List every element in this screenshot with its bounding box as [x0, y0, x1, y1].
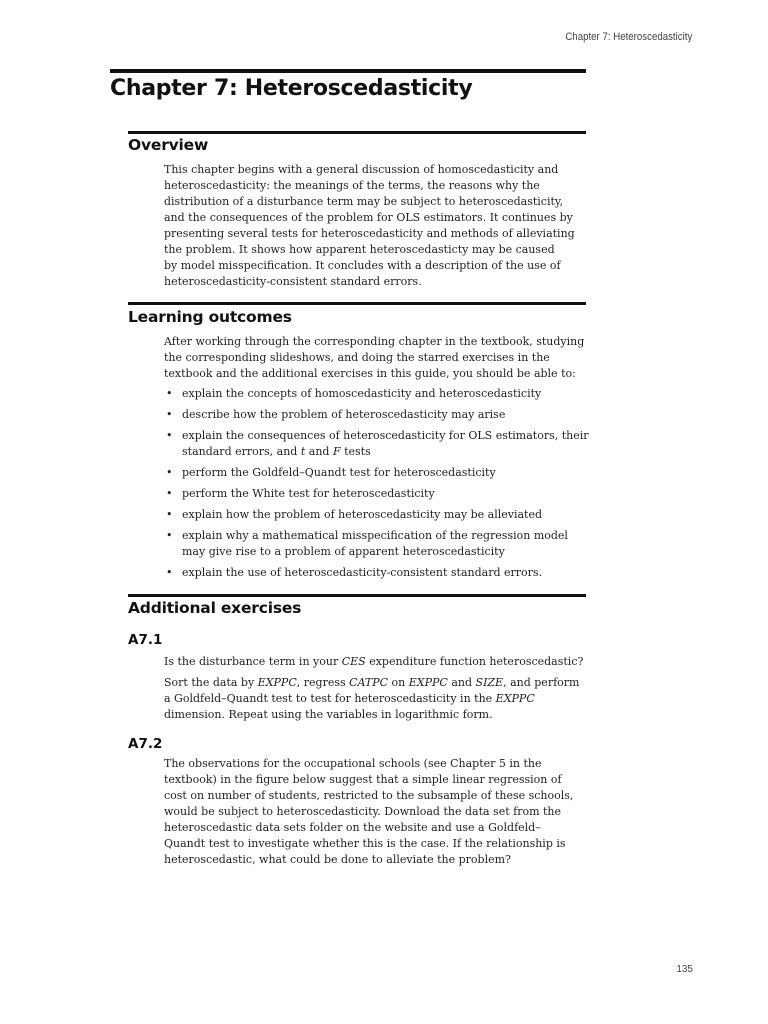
italic-term: EXPPC: [408, 676, 448, 689]
bullet-glyph: •: [166, 529, 173, 542]
text-line: This chapter begins with a general discussion of homoscedasticity and: [164, 163, 559, 176]
text-run: , and perform: [503, 676, 580, 689]
list-item-text: explain the concepts of homoscedasticity and heteroscedasticity: [182, 387, 542, 400]
text-line: After working through the corresponding chapter in the textbook, studying: [164, 335, 585, 348]
text-line: [164, 654, 589, 670]
additional-exercises-heading: Additional exercises: [128, 599, 302, 617]
exercise-a71-question: [164, 654, 589, 670]
text-line: the problem. It shows how apparent heteroscedasticty may be caused: [164, 243, 555, 256]
bullet-glyph: •: [166, 408, 173, 421]
bullet-glyph: •: [166, 466, 173, 479]
text-line: presenting several tests for heteroscedasticity and methods of alleviating: [164, 227, 575, 240]
text-run: tests: [340, 445, 371, 458]
text-run: on: [388, 676, 409, 689]
text-line: heteroscedasticity-consistent standard errors.: [164, 275, 422, 288]
page-number: 135: [676, 964, 693, 975]
italic-f: F: [332, 445, 341, 458]
list-item: [164, 428, 589, 460]
exercise-a72-label: A7.2: [128, 736, 163, 752]
italic-term: EXPPC: [495, 692, 535, 705]
text-run: expenditure function heteroscedastic?: [365, 655, 584, 668]
exercise-a71-instructions: [164, 675, 589, 723]
italic-term: CES: [341, 655, 366, 668]
list-item: [164, 528, 589, 560]
list-item-text: perform the White test for heteroscedasticity: [182, 487, 435, 500]
text-line: Quandt test to investigate whether this is the case. If the relationship is: [164, 837, 566, 850]
text-line: heteroscedastic, what could be done to alleviate the problem?: [164, 853, 511, 866]
list-item-text: may give rise to a problem of apparent heteroscedasticity: [182, 545, 505, 558]
running-head: Chapter 7: Heteroscedasticity: [565, 31, 692, 43]
additional-exercises-rule: [128, 594, 586, 597]
text-line: and the consequences of the problem for OLS estimators. It continues by: [164, 211, 573, 224]
bullet-glyph: •: [166, 429, 173, 442]
list-item: [164, 386, 589, 402]
title-rule: [110, 69, 586, 73]
text-line: heteroscedastic data sets folder on the website and use a Goldfeld–: [164, 821, 541, 834]
text-line: cost on number of students, restricted to the subsample of these schools,: [164, 789, 574, 802]
italic-term: SIZE: [475, 676, 504, 689]
exercise-a71-label: A7.1: [128, 632, 163, 648]
text-line: would be subject to heteroscedasticity. Download the data set from the: [164, 805, 562, 818]
bullet-glyph: •: [166, 566, 173, 579]
bullet-glyph: •: [166, 487, 173, 500]
list-item-text: explain the consequences of heteroscedasticity for OLS estimators, their: [182, 429, 589, 442]
list-item-text: [182, 444, 589, 460]
italic-term: CATPC: [349, 676, 389, 689]
text-run: , regress: [296, 676, 350, 689]
overview-heading: Overview: [128, 136, 209, 154]
list-item-text: explain why a mathematical misspecification of the regression model: [182, 529, 568, 542]
learning-outcomes-heading: Learning outcomes: [128, 308, 292, 326]
text-line: heteroscedasticity: the meanings of the terms, the reasons why the: [164, 179, 540, 192]
text-run: and: [305, 445, 333, 458]
list-item: [164, 407, 589, 423]
text-run: standard errors, and: [182, 445, 301, 458]
overview-rule: [128, 131, 586, 134]
overview-paragraph: [164, 162, 589, 290]
exercise-a72-paragraph: [164, 756, 589, 868]
text-line: [164, 691, 589, 707]
list-item: [164, 465, 589, 481]
list-item: [164, 486, 589, 502]
text-run: Is the disturbance term in your: [164, 655, 342, 668]
bullet-glyph: •: [166, 387, 173, 400]
text-line: dimension. Repeat using the variables in logarithmic form.: [164, 708, 493, 721]
list-item-text: perform the Goldfeld–Quandt test for heteroscedasticity: [182, 466, 496, 479]
learning-outcomes-list: [164, 386, 589, 586]
list-item: [164, 565, 589, 581]
text-run: a Goldfeld–Quandt test to test for heteroscedasticity in the: [164, 692, 496, 705]
bullet-glyph: •: [166, 508, 173, 521]
text-line: The observations for the occupational schools (see Chapter 5 in the: [164, 757, 542, 770]
text-line: textbook and the additional exercises in this guide, you should be able to:: [164, 367, 576, 380]
text-line: by model misspecification. It concludes with a description of the use of: [164, 259, 561, 272]
text-line: textbook) in the figure below suggest that a simple linear regression of: [164, 773, 562, 786]
text-run: Sort the data by: [164, 676, 258, 689]
list-item-text: explain the use of heteroscedasticity-consistent standard errors.: [182, 566, 543, 579]
text-line: the corresponding slideshows, and doing the starred exercises in the: [164, 351, 550, 364]
italic-t: t: [300, 445, 306, 458]
learning-outcomes-intro: [164, 334, 589, 382]
learning-outcomes-rule: [128, 302, 586, 305]
chapter-title: Chapter 7: Heteroscedasticity: [110, 76, 473, 101]
text-line: [164, 675, 589, 691]
text-run: and: [447, 676, 476, 689]
list-item-text: explain how the problem of heteroscedasticity may be alleviated: [182, 508, 542, 521]
text-line: distribution of a disturbance term may be subject to heteroscedasticity,: [164, 195, 564, 208]
list-item: [164, 507, 589, 523]
list-item-text: describe how the problem of heteroscedasticity may arise: [182, 408, 506, 421]
italic-term: EXPPC: [257, 676, 297, 689]
